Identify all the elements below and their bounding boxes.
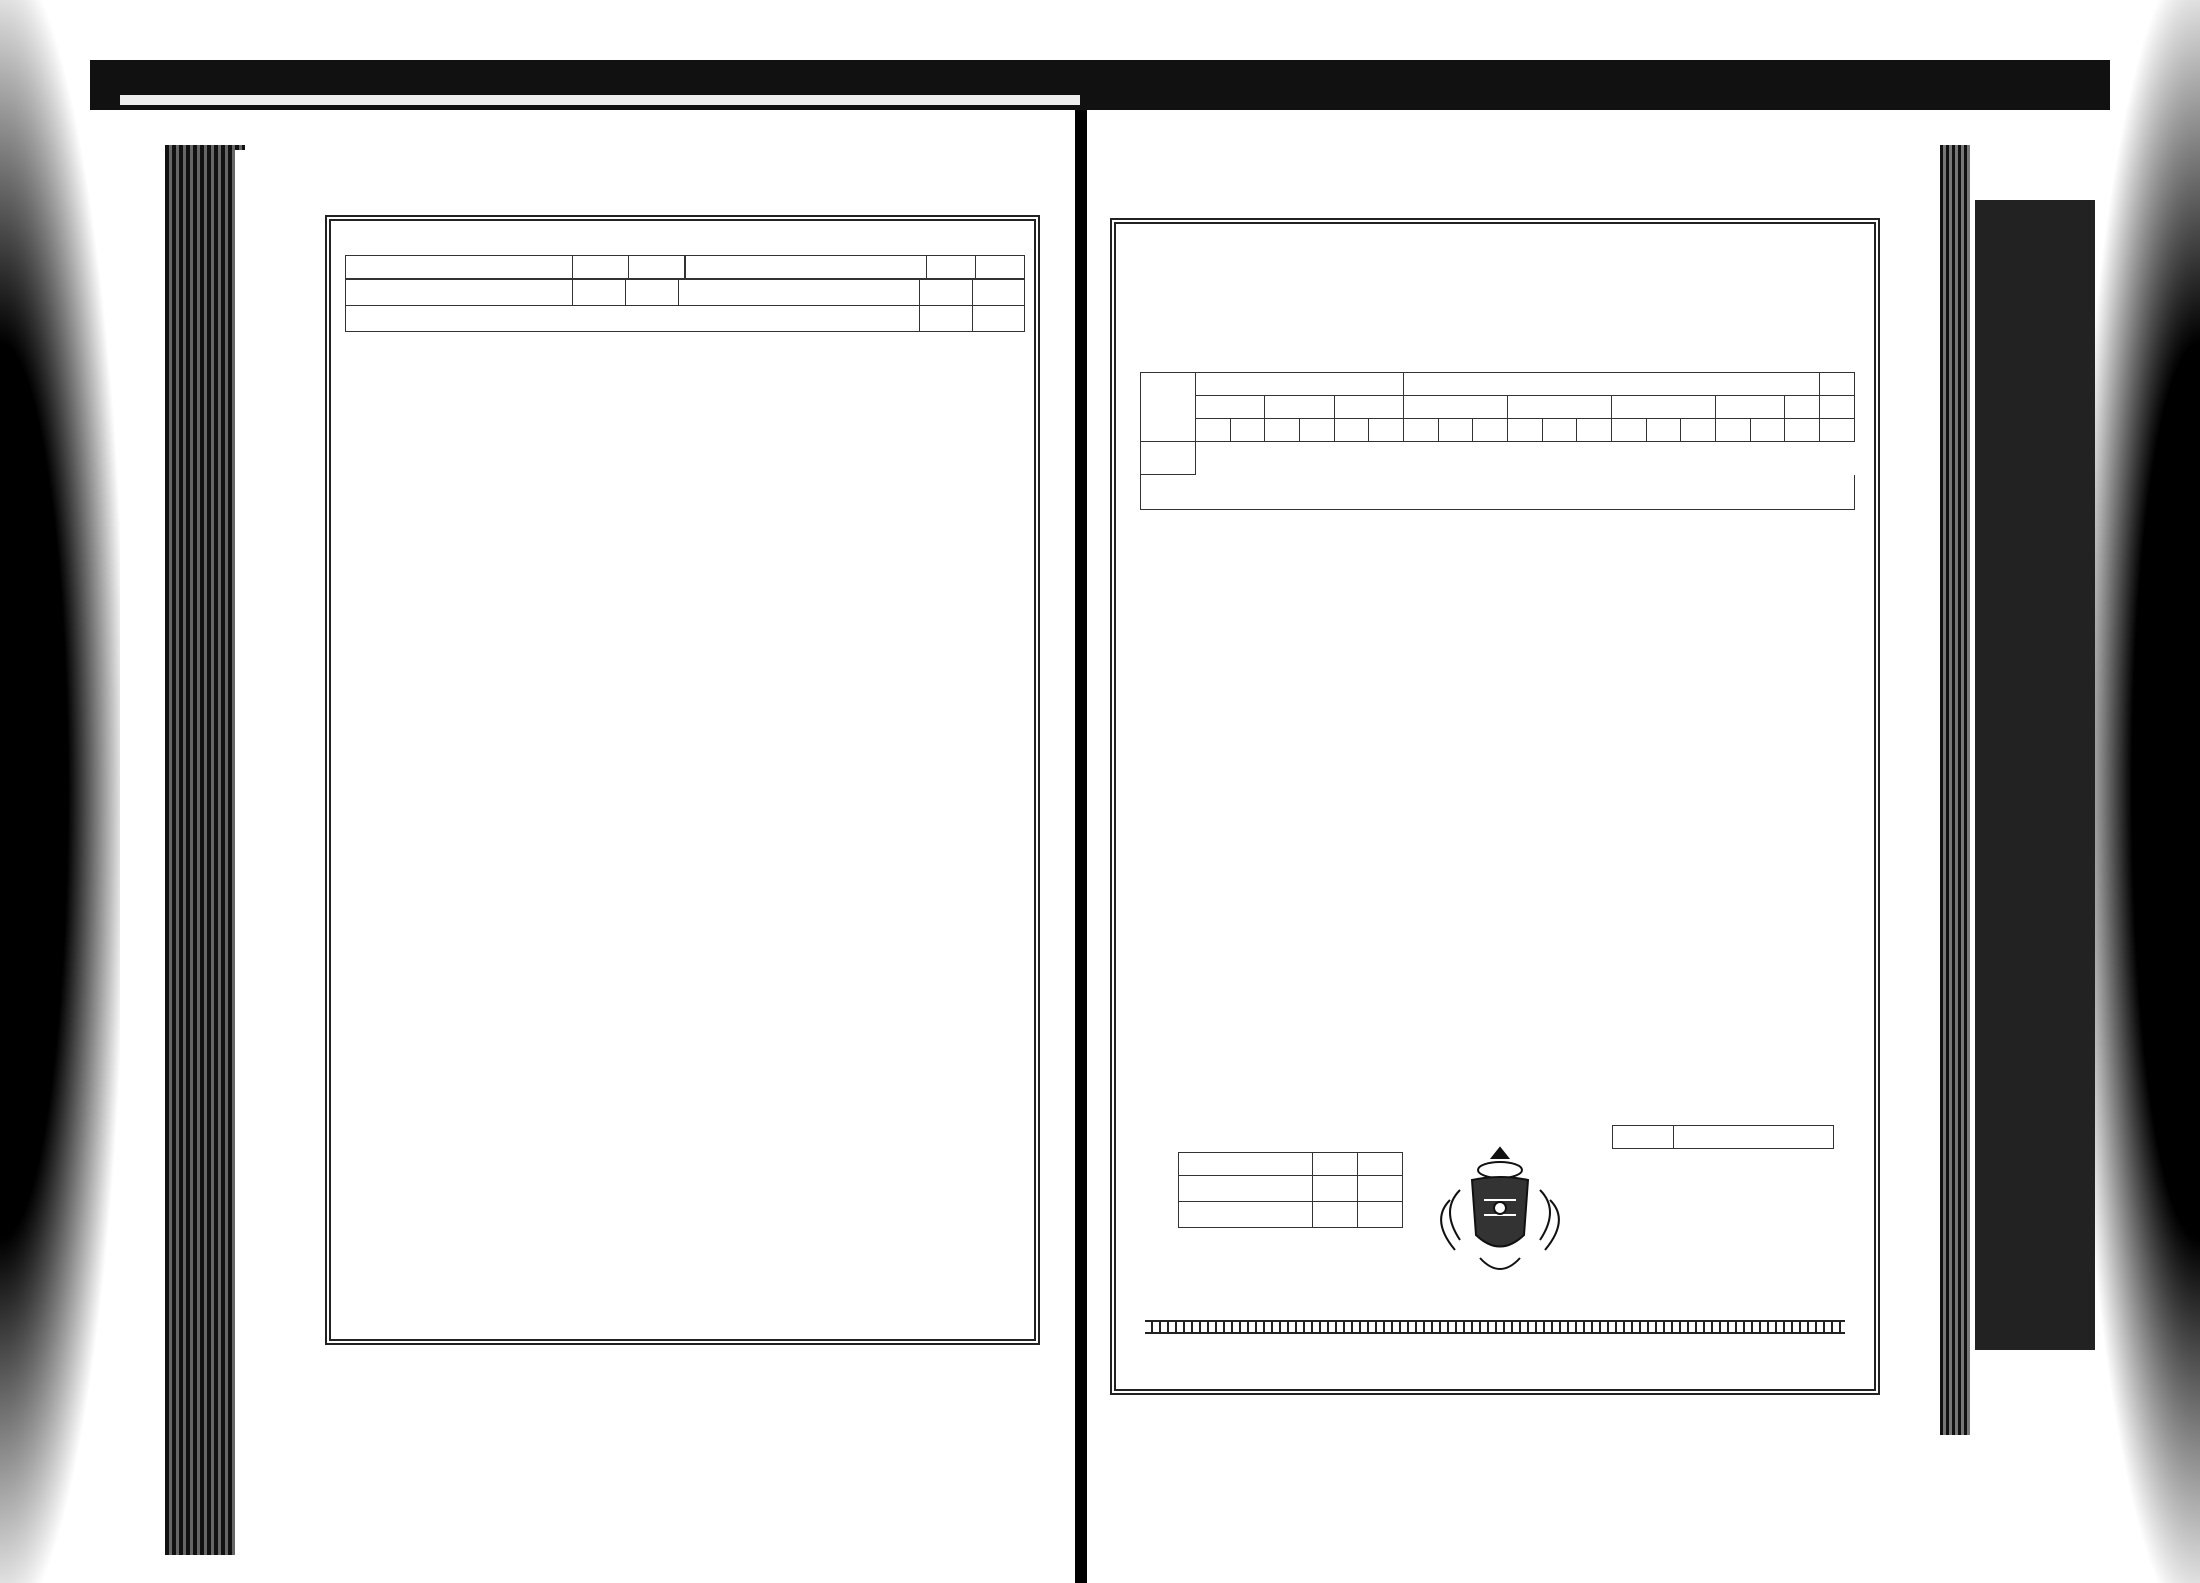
sub-quin: [1750, 419, 1785, 442]
summa-row-label: [1141, 442, 1196, 475]
col-summa2: [1716, 396, 1785, 419]
col-barn10: [1404, 396, 1508, 419]
sub-summa-2: [1577, 419, 1612, 442]
scan-dark-corner-right: [2080, 0, 2200, 1583]
col-ogift: [1508, 396, 1612, 419]
head-dode: [1404, 373, 1820, 396]
ald-head: [1179, 1153, 1313, 1176]
col-gift: [1612, 396, 1716, 419]
ald-summa: [1179, 1176, 1313, 1202]
book-edge-right: [1940, 145, 1970, 1435]
totale-q: [973, 306, 1025, 332]
ald-ars: [1179, 1202, 1313, 1228]
sub-man-2: [1508, 419, 1543, 442]
accidents-tables: [345, 255, 1025, 332]
accidents-table-right: [685, 255, 1025, 279]
col-q: [629, 256, 685, 279]
season-head: [1613, 1126, 1674, 1149]
col-m: [573, 256, 629, 279]
col-akta: [1196, 396, 1265, 419]
col-upplofte: [1785, 396, 1820, 419]
sub-dottrar-2: [1369, 419, 1404, 442]
sub-dr: [1300, 419, 1335, 442]
totale-label: [346, 306, 920, 332]
sub-par-2: [1820, 419, 1855, 442]
sub-man-4: [1716, 419, 1751, 442]
sub-so: [1265, 419, 1300, 442]
head-hione: [1820, 373, 1855, 396]
age-table: [1178, 1152, 1403, 1228]
col-cause: [346, 256, 573, 279]
sub-man-3: [1612, 419, 1647, 442]
accidents-table-left: [345, 255, 685, 279]
col-manader: [1141, 373, 1196, 442]
sub-soner-2: [1334, 419, 1369, 442]
sub-soner: [1196, 419, 1231, 442]
sub-man: [1404, 419, 1439, 442]
monthly-table: [1140, 372, 1855, 475]
scan-top-band-light: [120, 95, 1080, 105]
summa-q: [973, 280, 1025, 306]
sub-dottrar: [1230, 419, 1265, 442]
col-summa: [1334, 396, 1403, 419]
col-cause-2: [686, 256, 927, 279]
scan-right-tab: [1975, 200, 2095, 1350]
ald-m: [1313, 1153, 1358, 1176]
head-fodde: [1196, 373, 1404, 396]
wave-border: [1145, 1320, 1845, 1334]
sub-qv: [1438, 419, 1473, 442]
disease-head: [1674, 1126, 1834, 1149]
col-oakta: [1265, 396, 1334, 419]
sub-summa: [1473, 419, 1508, 442]
sub-qv-3: [1646, 419, 1681, 442]
sub-summa-3: [1681, 419, 1716, 442]
ald-q: [1358, 1153, 1403, 1176]
col-q-2: [976, 256, 1025, 279]
col-vigde: [1820, 396, 1855, 419]
disease-table: [1612, 1125, 1834, 1149]
monthly-table-wrap: [1140, 372, 1855, 510]
sub-par: [1785, 419, 1820, 442]
col-m-2: [927, 256, 976, 279]
scan-dark-corner-left: [0, 0, 120, 1583]
left-page-frame: [325, 215, 1040, 1345]
book-spine-left: [165, 145, 245, 1555]
coat-of-arms-emblem: [1420, 1140, 1580, 1290]
book-gutter: [1075, 110, 1087, 1583]
accidents-summary: [345, 279, 1025, 332]
sub-qv-2: [1542, 419, 1577, 442]
summa-label: [346, 280, 573, 306]
